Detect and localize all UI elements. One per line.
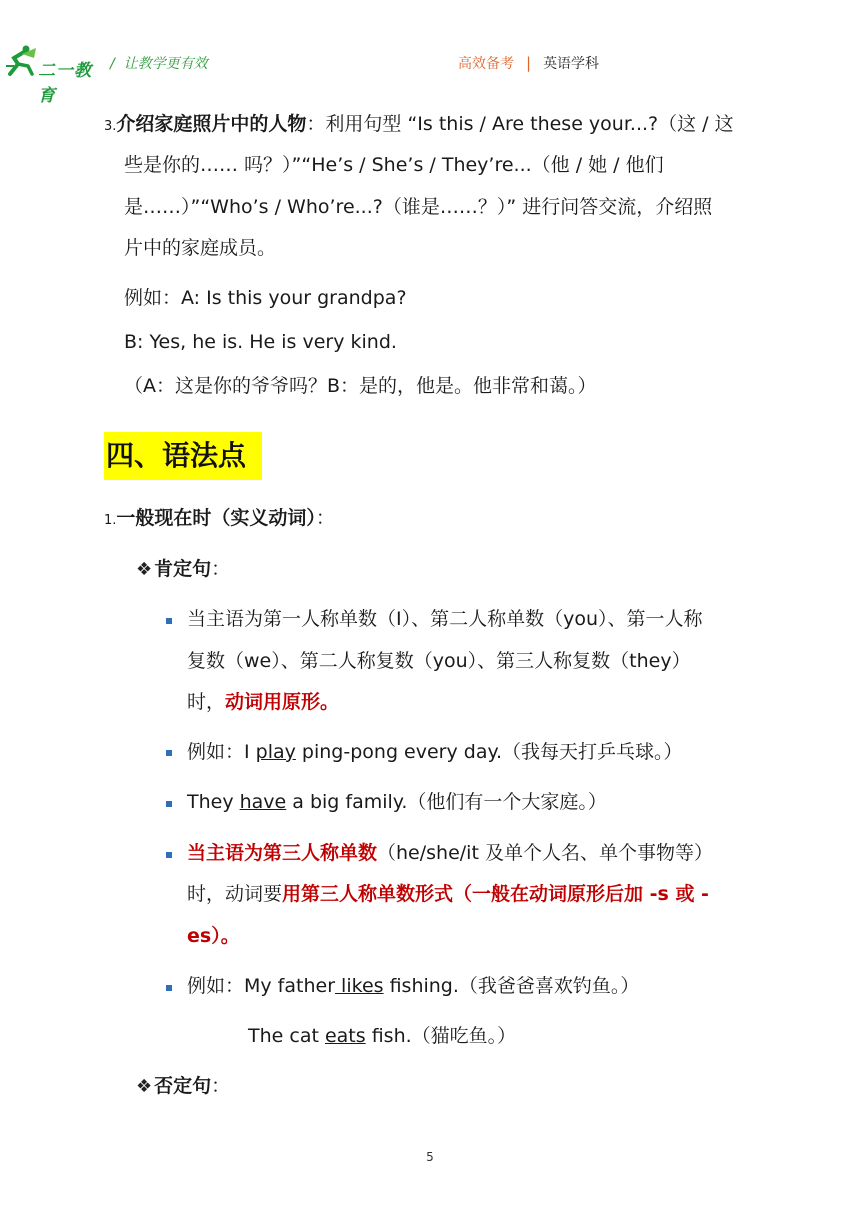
bullet3-line: [187, 790, 607, 814]
example2-post: fish.（猫吃鱼。）: [365, 1025, 517, 1047]
bullet5-pre: 例如：My father: [187, 975, 336, 997]
brand-logo: [4, 44, 108, 106]
item3-line3: 是……）”“Who’s / Who’re...?（谁是……？）” 进行问答交流，介绍照: [124, 196, 713, 218]
bullet3-verb: have: [239, 791, 287, 813]
bullet4-line2-emphasis: 用第三人称单数形式（一般在动词原形后加 -s 或 -: [282, 883, 709, 905]
bullet4-line1: [187, 841, 713, 865]
negative-heading: [136, 1074, 230, 1099]
diamond-icon: ❖: [136, 559, 153, 580]
affirmative-label: 肯定句: [154, 558, 212, 580]
item3-number: 3.: [104, 119, 117, 134]
bullet4-rest: （he/she/it 及单个人名、单个事物等）: [377, 842, 713, 864]
logo-text: 二一教育: [38, 61, 92, 106]
bullet4-line3-emphasis: es）。: [187, 925, 240, 947]
header-slogan: / 让教学更有效: [110, 56, 208, 72]
item3-title: 介绍家庭照片中的人物: [116, 113, 307, 135]
bullet5-post: fishing.（我爸爸喜欢钓鱼。）: [383, 975, 640, 997]
bullet-icon: [166, 985, 172, 991]
bullet5-verb: likes: [335, 975, 384, 997]
grammar1-colon: ：: [315, 507, 335, 529]
item3-example-a: 例如：A: Is this your grandpa?: [124, 287, 407, 309]
item3-example-cn: （A：这是你的爷爷吗？B：是的，他是。他非常和蔼。）: [124, 375, 597, 397]
item3-line4: 片中的家庭成员。: [124, 237, 277, 259]
bullet4-emphasis: 当主语为第三人称单数: [187, 842, 378, 864]
bullet4-line2: [187, 882, 709, 906]
bullet2-line: [187, 740, 683, 764]
page-number: 5: [426, 1150, 434, 1164]
header-right: [458, 53, 599, 73]
example2-verb: eats: [324, 1025, 366, 1047]
example2-pre: The cat: [248, 1025, 325, 1047]
affirmative-heading: [136, 557, 230, 582]
bullet1-line3: [187, 690, 339, 714]
bullet2-pre: 例如：I: [187, 741, 256, 763]
bullet4-line3: [187, 924, 240, 948]
bullet1-line2: 复数（we）、第二人称复数（you）、第三人称复数（they）: [187, 650, 691, 672]
bullet3-post: a big family.（他们有一个大家庭。）: [286, 791, 607, 813]
slogan-text: 让教学更有效: [123, 56, 208, 72]
bullet2-post: ping-pong every day.（我每天打乒乓球。）: [295, 741, 683, 763]
bullet-icon: [166, 618, 172, 624]
item3-example-b: B: Yes, he is. He is very kind.: [124, 331, 397, 353]
bullet5-example2: [248, 1024, 516, 1048]
bullet-icon: [166, 801, 172, 807]
affirmative-colon: ：: [211, 558, 231, 580]
grammar1-title: 一般现在时（实义动词）: [116, 507, 316, 529]
bullet5-line: [187, 974, 639, 998]
bullet3-pre: They: [187, 791, 240, 813]
grammar1-number: 1.: [104, 513, 117, 528]
bullet1-line3-text: 时，: [187, 691, 226, 713]
bullet2-verb: play: [255, 741, 296, 763]
subject-label: 英语学科: [543, 56, 600, 72]
grammar1-title-line: [104, 506, 335, 533]
bullet1-emphasis: 动词用原形。: [225, 691, 340, 713]
item3-line2: 些是你的…… 吗？）”“He’s / She’s / They’re...（他 / 她 / 他们: [124, 154, 664, 176]
page-header: [0, 0, 860, 106]
bullet-icon: [166, 750, 172, 756]
item3-line1: [104, 112, 734, 139]
bullet-icon: [166, 852, 172, 858]
header-separator: |: [526, 54, 532, 72]
exam-label: 高效备考: [458, 56, 514, 72]
bullet1-line1: 当主语为第一人称单数（I）、第二人称单数（you）、第一人称: [187, 608, 703, 630]
section-heading: 四、语法点: [104, 432, 262, 480]
negative-label: 否定句: [154, 1075, 212, 1097]
item3-line1-text: ：利用句型 “Is this / Are these your...?（这 / 这: [306, 113, 734, 135]
diamond-icon: ❖: [136, 1076, 153, 1097]
negative-colon: ：: [211, 1075, 231, 1097]
bullet4-line2-pre: 时，动词要: [187, 883, 283, 905]
